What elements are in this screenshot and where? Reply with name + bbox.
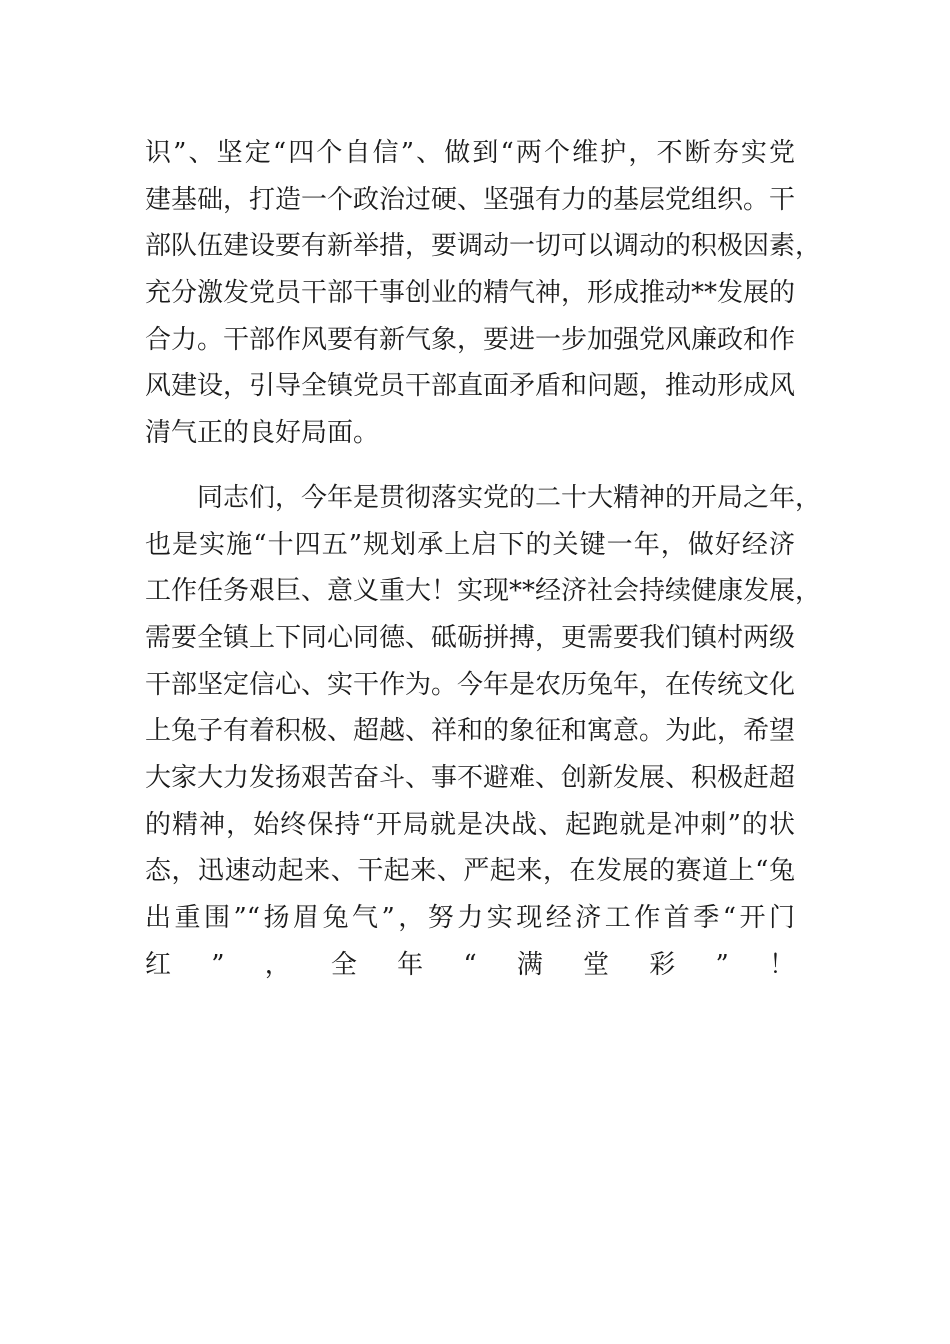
text-line [145,988,795,1035]
text-line: 清气正的良好局面。 [145,418,380,449]
paragraph-2 [145,475,822,1035]
text-line: 态，迅速动起来、干起来、严起来，在发展的赛道上“兔 [145,856,795,887]
text-line: 部队伍建设要有新举措，要调动一切可以调动的积极因素， [145,231,822,262]
text-line: 红”，全年“满堂彩”！ [145,949,795,980]
text-line: 充分激发党员干部干事创业的精气神，形成推动**发展的 [145,278,796,309]
text-line: 建基础，打造一个政治过硬、坚强有力的基层党组织。干 [145,184,796,215]
text-line: 也是实施“十四五”规划承上启下的关键一年，做好经济 [145,529,795,560]
paragraph-1 [145,130,822,457]
text-line: 的精神，始终保持“开局就是决战、起跑就是冲刺”的状 [145,809,795,840]
text-line: 需要全镇上下同心同德、砥砺拼搏，更需要我们镇村两级 [145,622,796,653]
text-line: 风建设，引导全镇党员干部直面矛盾和问题，推动形成风 [145,371,796,402]
document-body [145,130,822,1035]
text-line: 识”、坚定“四个自信”、做到“两个维护，不断夯实党 [145,138,795,168]
text-line: 出重围”“扬眉兔气”，努力实现经济工作首季“开门 [145,903,795,933]
text-line: 同志们，今年是贯彻落实党的二十大精神的开局之年， [197,482,822,513]
text-line: 干部坚定信心、实干作为。今年是农历兔年，在传统文化 [145,669,796,700]
paragraph-spacing [145,457,795,475]
text-line: 合力。干部作风要有新气象，要进一步加强党风廉政和作 [145,324,796,355]
text-line: 工作任务艰巨、意义重大！实现**经济社会持续健康发展， [145,576,822,607]
text-line: 大家大力发扬艰苦奋斗、事不避难、创新发展、积极赶超 [145,762,796,793]
text-line: 上兔子有着积极、超越、祥和的象征和寓意。为此，希望 [145,716,796,747]
